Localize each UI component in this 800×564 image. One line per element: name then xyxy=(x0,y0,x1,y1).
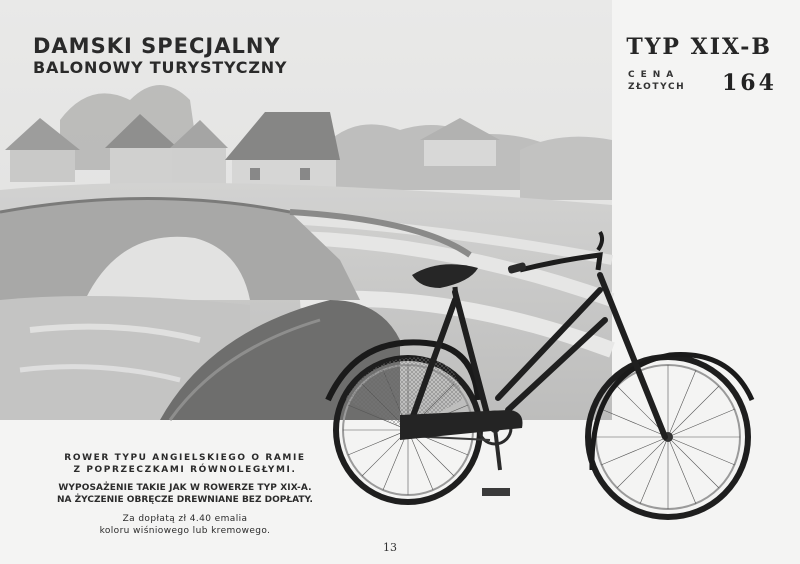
description-note: Za dopłatą zł 4.40 emalia xyxy=(122,514,248,524)
page-number: 13 xyxy=(383,541,397,554)
title-block xyxy=(33,34,287,78)
description-line: Z POPRZECZKAMI RÓWNOLEGŁYMI. xyxy=(73,465,297,475)
model-label: TYP XIX-B xyxy=(626,34,772,60)
description-line: NA ŻYCZENIE OBRĘCZE DREWNIANE BEZ DOPŁATY. xyxy=(57,495,313,505)
page-title: DAMSKI SPECJALNY xyxy=(33,34,281,58)
price-block xyxy=(628,70,778,100)
price-label-line1: CENA xyxy=(628,70,680,80)
price-value: 164 xyxy=(722,70,777,96)
description-block xyxy=(30,452,340,537)
page-subtitle: BALONOWY TURYSTYCZNY xyxy=(33,58,288,77)
description-line: WYPOSAŻENIE TAKIE JAK W ROWERZE TYP XIX-A. xyxy=(58,483,312,493)
price-label-line2: ZŁOTYCH xyxy=(628,82,686,92)
description-note: koloru wiśniowego lub kremowego. xyxy=(99,526,271,536)
description-line: ROWER TYPU ANGIELSKIEGO O RAMIE xyxy=(64,453,306,463)
